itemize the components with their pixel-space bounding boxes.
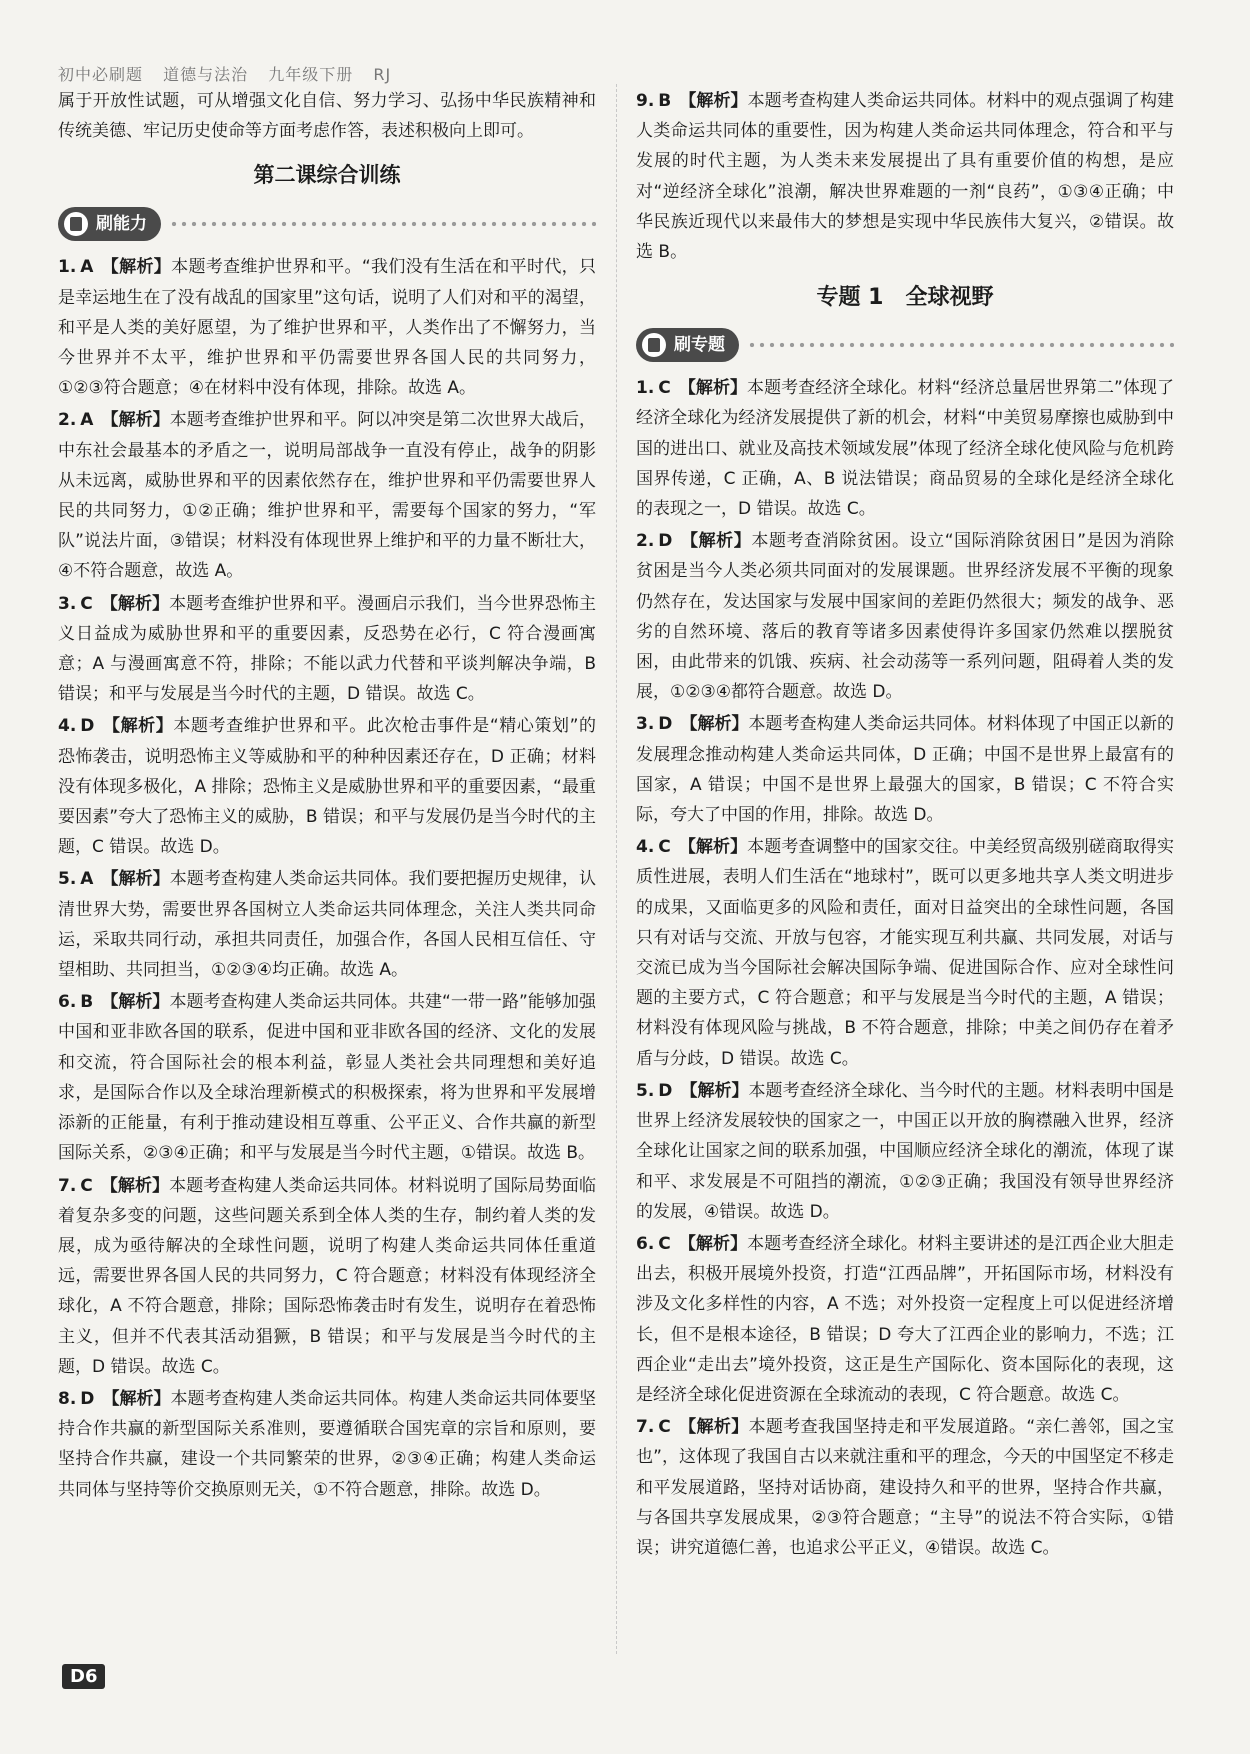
item-tag: 【解析】 [678, 378, 748, 399]
header-subject: 道德与法治 [163, 65, 249, 84]
item-tag: 【解析】 [679, 91, 748, 111]
item-answer: D [80, 716, 95, 737]
item-tag: 【解析】 [678, 1233, 748, 1254]
item-number: 8. [58, 1388, 77, 1409]
item-tag: 【解析】 [680, 531, 752, 552]
answer-item [58, 405, 596, 586]
item-answer: D [658, 714, 673, 735]
item-number: 6. [58, 992, 77, 1013]
answer-item [636, 709, 1174, 830]
answer-item [58, 711, 596, 862]
dotted-line [169, 221, 596, 227]
section-title-lesson2: 第二课综合训练 [253, 162, 401, 188]
item-tag: 【解析】 [101, 257, 172, 278]
item-tag: 【解析】 [680, 714, 749, 735]
item-text: 本题考查维护世界和平。“我们没有生活在和平时代，只是幸运地生在了没有战乱的国家里”这句话，说明了人们对和平的渴望，和平是人类的美好愿望，为了维护世界和平，人类作出了不懈努力，当今世界并不太平，维护世界和平仍需要世界各国人民的共同努力，①②③符合题意；④在材料中没有体现，排除。故选 A。 [58, 257, 597, 399]
answer-item [58, 1171, 596, 1382]
item-answer: B [658, 91, 672, 111]
answer-item [636, 832, 1174, 1074]
item-number: 3. [636, 714, 655, 735]
item-text: 本题考查消除贫困。设立“国际消除贫困日”是因为消除贫困是当今人类必须共同面对的发展课题。世界经济发展不平衡的现象仍然存在，发达国家与发展中国家间的差距仍然很大；频发的战争、恶劣的自然环境、落后的教育等诸多因素使得许多国家仍然难以摆脱贫困，由此带来的饥饿、疾病、社会动荡等一系列问题，阻碍着人类的发展，①②③④都符合题意。故选 D。 [636, 531, 1175, 703]
item-answer: D [658, 531, 673, 552]
answer-item [58, 252, 596, 403]
item-number: 1. [58, 257, 77, 278]
item-tag: 【解析】 [678, 837, 748, 858]
item-tag: 【解析】 [678, 1417, 749, 1438]
item-text: 本题考查构建人类命运共同体。构建人类命运共同体要坚持合作共赢的新型国际关系准则，要遵循联合国宪章的宗旨和原则，要坚持合作共赢，建设一个共同繁荣的世界，②③④正确；构建人类命运共同体与坚持等价交换原则无关，①不符合题意，排除。故选 D。 [58, 1388, 597, 1500]
item-tag: 【解析】 [101, 410, 170, 431]
answer-item [636, 526, 1174, 707]
item-tag: 【解析】 [102, 1388, 171, 1409]
header-edition: RJ [373, 65, 392, 84]
item-number: 5. [636, 1080, 655, 1101]
answer-item [58, 987, 596, 1168]
item-text: 本题考查经济全球化。材料主要讲述的是江西企业大胆走出去，积极开展境外投资，打造“江西品牌”，开拓国际市场，材料没有涉及文化多样性的内容，A 不选；对外投资一定程度上可以促进经济增长，但不是根本途径，B 错误；D 夸大了江西企业的影响力，不选；江西企业“走出去”境外投资，这正是生产国际化、资本国际化的表现，这是经济全球化促进资源在全球流动的表现，C 符合题意。故选 C。 [636, 1233, 1175, 1405]
dotted-line [747, 342, 1174, 348]
answer-item [636, 373, 1174, 524]
header-grade: 九年级下册 [268, 65, 354, 84]
intro-paragraph: 属于开放性试题，可从增强文化自信、努力学习、弘扬中华民族精神和传统美德、牢记历史使命等方面考虑作答，表述积极向上即可。 [58, 91, 596, 142]
item-text: 本题考查维护世界和平。漫画启示我们，当今世界恐怖主义日益成为威胁世界和平的重要因素，反恐势在必行，C 符合漫画寓意；A 与漫画寓意不符，排除；不能以武力代替和平谈判解决争端，B 错误；和平与发展是当今时代的主题，D 错误。故选 C。 [58, 593, 597, 705]
column-divider [616, 84, 617, 1654]
item-number: 2. [636, 531, 655, 552]
answer-item [58, 1384, 596, 1505]
item-tag: 【解析】 [100, 593, 170, 614]
answer-item [636, 1412, 1174, 1563]
answer-item-9 [636, 86, 1174, 267]
item-tag: 【解析】 [102, 716, 174, 737]
item-number: 6. [636, 1233, 655, 1254]
item-answer: A [80, 410, 94, 431]
item-answer: C [658, 1417, 671, 1438]
item-text: 本题考查构建人类命运共同体。材料说明了国际局势面临着复杂多变的问题，这些问题关系到全体人类的生存，制约着人类的发展，成为亟待解决的全球性问题，说明了构建人类命运共同体任重道远，需要世界各国人民的共同努力，C 符合题意；材料没有体现经济全球化，A 不符合题意，排除；国际恐怖袭击时有发生，说明存在着恐怖主义，但并不代表其活动猖獗，B 错误；和平与发展是当今时代的主题，D 错误。故选 C。 [58, 1175, 597, 1377]
item-answer: A [80, 869, 94, 890]
badge-ability [58, 207, 161, 241]
header-book: 初中必刷题 [58, 65, 144, 84]
item-answer: A [80, 257, 94, 278]
item-number: 9. [636, 91, 655, 111]
item-answer: C [80, 593, 93, 614]
item-answer: C [658, 1233, 671, 1254]
item-text: 本题考查维护世界和平。此次枪击事件是“精心策划”的恐怖袭击，说明恐怖主义等威胁和平的种种因素还存在，D 正确；材料没有体现多极化，A 排除；恐怖主义是威胁世界和平的重要因素，“最重要因素”夸大了恐怖主义的威胁，B 错误；和平与发展仍是当今时代的主题，C 错误。故选 D。 [58, 716, 597, 858]
item-text: 本题考查构建人类命运共同体。材料体现了中国正以新的发展理念推动构建人类命运共同体，D 正确；中国不是世界上最富有的国家，A 错误；中国不是世界上最强大的国家，B 错误；C 不符合实际，夸大了中国的作用，排除。故选 D。 [636, 714, 1175, 826]
item-tag: 【解析】 [100, 1175, 170, 1196]
item-number: 4. [58, 716, 77, 737]
item-number: 5. [58, 869, 77, 890]
item-text: 本题考查构建人类命运共同体。材料中的观点强调了构建人类命运共同体的重要性，因为构建人类命运共同体理念，符合和平与发展的时代主题，为人类未来发展提出了具有重要价值的构想，是应对“逆经济全球化”浪潮，解决世界难题的一剂“良药”，①③④正确；中华民族近现代以来最伟大的梦想是实现中华民族伟大复兴，②错误。故选 B。 [636, 91, 1175, 263]
book-icon [64, 212, 88, 236]
item-text: 本题考查构建人类命运共同体。我们要把握历史规律，认清世界大势，需要世界各国树立人类命运共同体理念，关注人类共同命运，采取共同行动，承担共同责任，加强合作，各国人民相互信任、守望相助、共同担当，①②③④均正确。故选 A。 [58, 869, 597, 981]
item-text: 本题考查调整中的国家交往。中美经贸高级别磋商取得实质性进展，表明人们生活在“地球村”，既可以更多地共享人类文明进步的成果，又面临更多的风险和责任，面对日益突出的全球性问题，各国只有对话与交流、开放与包容，才能实现互利共赢、共同发展，对话与交流已成为当今国际社会解决国际争端、促进国际合作、应对全球性问题的主要方式，C 符合题意；和平与发展是当今时代的主题，A 错误；材料没有体现风险与挑战，B 不符合题意，排除；中美之间仍存在着矛盾与分歧，D 错误。故选 C。 [636, 837, 1175, 1069]
item-answer: B [80, 992, 94, 1013]
item-answer: D [80, 1388, 95, 1409]
item-text: 本题考查我国坚持走和平发展道路。“亲仁善邻，国之宝也”，这体现了我国自古以来就注重和平的理念，今天的中国坚定不移走和平发展道路，坚持对话协商，建设持久和平的世界，坚持合作共赢，与各国共享发展成果，②③符合题意；“主导”的说法不符合实际，①错误；讲究道德仁善，也追求公平正义，④错误。故选 C。 [636, 1417, 1174, 1558]
section-title-topic1: 专题 1 全球视野 [816, 285, 994, 311]
answer-item [58, 864, 596, 985]
item-number: 7. [636, 1417, 655, 1438]
answer-item [636, 1076, 1174, 1227]
item-answer: C [658, 378, 671, 399]
page-number: D6 [62, 1664, 105, 1689]
item-number: 2. [58, 410, 77, 431]
item-text: 本题考查构建人类命运共同体。共建“一带一路”能够加强中国和亚非欧各国的联系，促进中国和亚非欧各国的经济、文化的发展和交流，符合国际社会的根本利益，彰显人类社会共同理想和美好追求，是国际合作以及全球治理新模式的积极探索，将为世界和平发展增添新的正能量，有利于推动建设相互尊重、公平正义、合作共赢的新型国际关系，②③④正确；和平与发展是当今时代主题，①错误。故选 B。 [58, 992, 596, 1164]
answer-item [58, 589, 596, 710]
item-number: 7. [58, 1175, 77, 1196]
badge-row-topic [636, 325, 1174, 365]
book-icon [642, 333, 666, 357]
page-header [58, 62, 405, 85]
item-number: 4. [636, 837, 655, 858]
item-text: 本题考查维护世界和平。阿以冲突是第二次世界大战后，中东社会最基本的矛盾之一，说明局部战争一直没有停止，战争的阴影从未远离，威胁世界和平的因素依然存在，维护世界和平仍需要世界人民的共同努力，①②正确；维护世界和平，需要每个国家的努力，“军队”说法片面，③错误；材料没有体现世界上维护和平的力量不断壮大，④不符合题意，故选 A。 [58, 410, 597, 582]
item-tag: 【解析】 [101, 869, 170, 890]
badge-row-ability [58, 204, 596, 244]
item-tag: 【解析】 [101, 992, 170, 1013]
item-text: 本题考查经济全球化、当今时代的主题。材料表明中国是世界上经济发展较快的国家之一，中国正以开放的胸襟融入世界，经济全球化让国家之间的联系加强，中国顺应经济全球化的潮流，体现了谋和平、求发展是不可阻挡的潮流，①②③正确；我国没有领导世界经济的发展，④错误。故选 D。 [636, 1080, 1175, 1222]
answer-item [636, 1229, 1174, 1410]
item-text: 本题考查经济全球化。材料“经济总量居世界第二”体现了经济全球化为经济发展提供了新的机会，材料“中美贸易摩擦也威胁到中国的进出口、就业及高技术领域发展”体现了经济全球化使风险与危机跨国界传递，C 正确，A、B 说法错误；商品贸易的全球化是经济全球化的表现之一，D 错误。故选 C。 [636, 378, 1174, 520]
item-answer: C [658, 837, 671, 858]
item-tag: 【解析】 [680, 1080, 749, 1101]
left-column [58, 86, 596, 1507]
item-number: 3. [58, 593, 77, 614]
item-answer: C [80, 1175, 93, 1196]
item-number: 1. [636, 378, 655, 399]
badge-topic [636, 328, 739, 362]
badge-topic-label: 刷专题 [674, 335, 725, 356]
badge-ability-label: 刷能力 [96, 214, 147, 235]
right-column [636, 86, 1174, 1565]
item-answer: D [658, 1080, 673, 1101]
